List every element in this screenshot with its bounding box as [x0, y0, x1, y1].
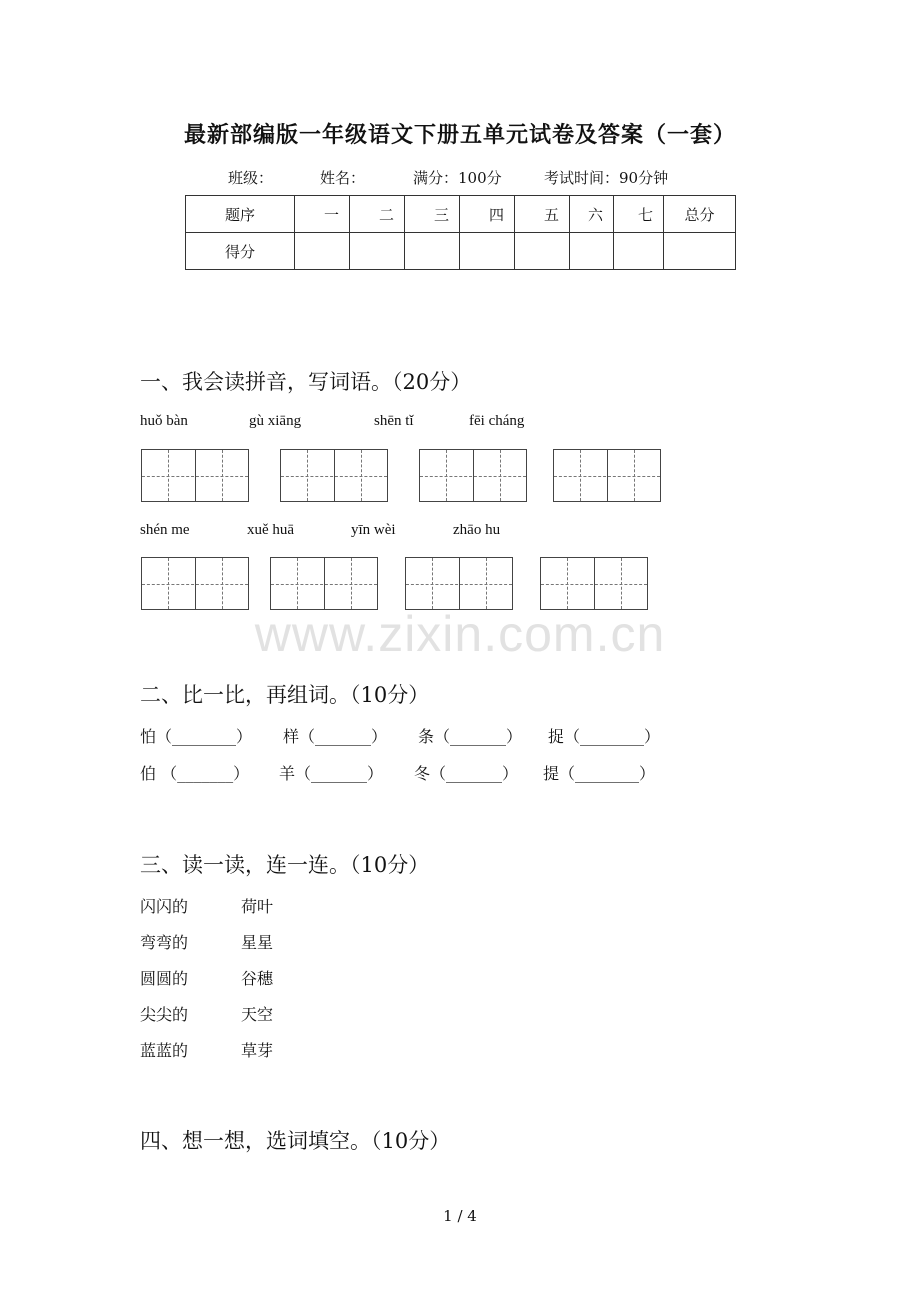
word-blank[interactable]: 怕（________）: [140, 727, 253, 746]
writing-grid[interactable]: [405, 557, 513, 610]
match-right-item[interactable]: 天空: [241, 1005, 274, 1024]
document-title: 最新部编版一年级语文下册五单元试卷及答案（一套）: [183, 122, 736, 148]
writing-grid[interactable]: [540, 557, 648, 610]
match-left-item[interactable]: 蓝蓝的: [140, 1041, 189, 1060]
score-input-cell[interactable]: [570, 233, 614, 270]
match-left-item[interactable]: 弯弯的: [140, 933, 189, 952]
section3-title: 三、读一读，连一连。（10分）: [140, 853, 430, 877]
match-right-item[interactable]: 草芽: [241, 1041, 274, 1060]
score-table-cell: 总分: [664, 196, 736, 233]
match-right-item[interactable]: 星星: [241, 933, 274, 952]
score-table: [185, 195, 736, 270]
word-blank[interactable]: 条（_______）: [418, 727, 523, 746]
score-table-cell: 四: [460, 196, 515, 233]
word-blank[interactable]: 伯 （_______）: [140, 764, 250, 783]
score-table-cell: 六: [570, 196, 614, 233]
score-table-cell: 五: [515, 196, 570, 233]
writing-grid[interactable]: [419, 449, 527, 502]
writing-grid[interactable]: [141, 557, 249, 610]
score-label-cell: 得分: [186, 233, 295, 270]
match-left-item[interactable]: 圆圆的: [140, 969, 189, 988]
writing-grid[interactable]: [553, 449, 661, 502]
word-blank[interactable]: 提（________）: [543, 764, 656, 783]
pinyin-label: yīn wèi: [351, 522, 396, 538]
writing-grid[interactable]: [280, 449, 388, 502]
score-table-header-row: [186, 196, 736, 233]
pinyin-label: shēn tǐ: [374, 413, 414, 429]
word-blank[interactable]: 捉（________）: [548, 727, 661, 746]
word-blank[interactable]: 羊（_______）: [279, 764, 384, 783]
pinyin-label: huǒ bàn: [140, 413, 188, 429]
match-left-item[interactable]: 闪闪的: [140, 897, 189, 916]
section2-title: 二、比一比，再组词。（10分）: [140, 683, 430, 707]
match-left-item[interactable]: 尖尖的: [140, 1005, 189, 1024]
page-number: 1 / 4: [443, 1207, 477, 1225]
score-input-cell[interactable]: [515, 233, 570, 270]
word-blank[interactable]: 冬（_______）: [414, 764, 519, 783]
score-input-cell[interactable]: [350, 233, 405, 270]
section1-title: 一、我会读拼音，写词语。（20分）: [140, 370, 472, 394]
match-right-item[interactable]: 谷穗: [241, 969, 274, 988]
score-input-cell[interactable]: [295, 233, 350, 270]
score-table-cell: 二: [350, 196, 405, 233]
score-table-cell: 三: [405, 196, 460, 233]
writing-grid[interactable]: [270, 557, 378, 610]
pinyin-label: fēi cháng: [469, 413, 525, 429]
full-score: 满分：100分: [413, 169, 502, 187]
watermark: www.zixin.com.cn: [254, 606, 666, 662]
pinyin-label: xuě huā: [247, 522, 295, 538]
pinyin-label: zhāo hu: [453, 522, 501, 538]
name-label: 姓名：: [320, 169, 366, 187]
score-input-cell[interactable]: [460, 233, 515, 270]
score-input-cell[interactable]: [614, 233, 664, 270]
pinyin-label: gù xiāng: [249, 413, 302, 429]
match-right-item[interactable]: 荷叶: [241, 897, 274, 916]
score-table-score-row: [186, 233, 736, 270]
exam-time: 考试时间：90分钟: [544, 169, 669, 187]
section4-title: 四、想一想，选词填空。（10分）: [140, 1129, 451, 1153]
score-table-cell: 七: [614, 196, 664, 233]
class-label: 班级：: [228, 169, 274, 187]
score-input-cell[interactable]: [664, 233, 736, 270]
score-table-cell: 一: [295, 196, 350, 233]
score-table-cell: 题序: [186, 196, 295, 233]
score-input-cell[interactable]: [405, 233, 460, 270]
writing-grid[interactable]: [141, 449, 249, 502]
pinyin-label: shén me: [140, 522, 190, 538]
word-blank[interactable]: 样（_______）: [283, 727, 388, 746]
